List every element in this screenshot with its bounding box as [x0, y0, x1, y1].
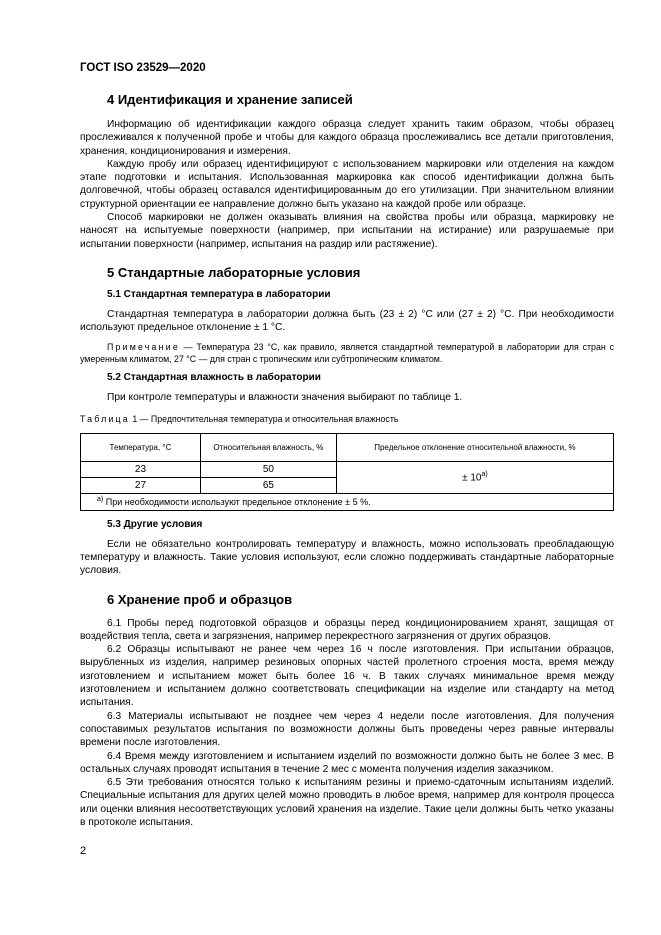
cell-deviation [336, 461, 613, 493]
section-6-title: 6 Хранение проб и образцов [107, 591, 293, 607]
s6-paragraph-5: 6.5 Эти требования относятся только к испытаниям резины и приемо-сдаточным испытаниям изделий. Специальные испытания для других целей можно проводить в любое время, например для контроля процесса или оценки влияния несоответствующих условий хранения на изделие. Такие цели должны быть четко указаны в протоколе испытания. [80, 777, 614, 829]
note-label: Примечание [107, 341, 180, 352]
table-row [81, 461, 614, 477]
cell-humidity: 50 [200, 461, 336, 477]
deviation-footnote-mark: а) [481, 471, 488, 478]
table-1 [80, 433, 614, 511]
s4-paragraph-1: Информацию об идентификации каждого образца следует хранить таким образом, чтобы образец прослеживался к полученной пробе и чтобы для каждого образца прослеживались все детали приготовления, хранения, кондиционирования и измерения. [80, 119, 614, 157]
s6-paragraph-4: 6.4 Время между изготовлением и испытанием изделий по возможности должно быть не более 3 мес. В остальных случаях проводят испытания в течение 2 мес с момента получения изделия заказчиком. [80, 750, 614, 775]
s6-paragraph-3: 6.3 Материалы испытывают не позднее чем через 4 недели после изготовления. Для получения сопоставимых результатов испытания по возможности должны быть проведены через равные интервалы времени после изготовления. [80, 710, 614, 749]
s6-paragraph-1: 6.1 Пробы перед подготовкой образцов и образцы перед кондиционированием хранят, защищая от воздействия тепла, света и загрязнения, например перекрестного загрязнения от других образцов. [80, 617, 614, 642]
page-number: 2 [80, 845, 87, 857]
section-5-title: 5 Стандартные лабораторные условия [107, 264, 361, 280]
s6-paragraph-2: 6.2 Образцы испытывают не ранее чем через 16 ч после изготовления. При испытании образцов, вырубленных из изделия, например резиновых опорных частей пролетного строения моста, время между изготовлением и испытанием может быть более 16 ч. В таких случаях минимальное время между изготовлением и испытанием должно соответствовать спецификации на изделие или стандарту на метод испытания. [80, 644, 614, 709]
s5-3-paragraph: Если не обязательно контролировать температуру и влажность, можно использовать преобладающую температуру и влажность. Такие условия используют, если сложно поддерживать стандартные лабораторные условия. [80, 538, 614, 577]
document-header: ГОСТ ISO 23529—2020 [80, 62, 206, 74]
s4-paragraph-3: Способ маркировки не должен оказывать влияния на свойства пробы или образца, маркировку не наносят на испытуемые поверхности (например, при испытании на истирание) или разрушаемые при испытании поверхности (например, испытания на раздир или растяжение). [80, 212, 614, 250]
cell-temperature: 23 [81, 461, 201, 477]
table-footnote [81, 493, 614, 510]
table-caption-label: Таблица [80, 413, 130, 424]
column-header-temperature: Температура, °С [81, 433, 201, 461]
section-4-title: 4 Идентификация и хранение записей [107, 92, 353, 107]
section-5-1-title: 5.1 Стандартная температура в лаборатории [107, 288, 331, 300]
table-header-row [81, 433, 614, 461]
table-footnote-row [81, 493, 614, 510]
page-content [80, 90, 614, 829]
section-5-3-title: 5.3 Другие условия [107, 518, 203, 530]
table-caption-text: 1 — Предпочтительная температура и относительная влажность [129, 413, 399, 424]
s4-paragraph-2: Каждую пробу или образец идентифицируют с использованием маркировки или отделения на каждом этапе подготовки и испытания. Использованная маркировка как способ идентификации должна быть долговечной, чтобы образец оставался идентифицированным до его утилизации. При значительном влиянии структурной ориентации ее направление должно быть указано на каждой пробе или образце. [80, 158, 614, 210]
deviation-value: ± 10 [462, 472, 482, 484]
column-header-humidity: Относительная влажность, % [200, 433, 336, 461]
cell-humidity: 65 [200, 477, 336, 493]
table-caption [80, 414, 614, 424]
note [80, 341, 614, 366]
cell-temperature: 27 [81, 477, 201, 493]
s5-2-paragraph: При контроле температуры и влажности значения выбирают по таблице 1. [107, 392, 463, 404]
s5-1-paragraph: Стандартная температура в лаборатории должна быть (23 ± 2) °С или (27 ± 2) °С. При необходимости используют предельное отклонение ± 1 °С. [80, 308, 614, 334]
footnote-mark: а) [97, 496, 104, 504]
section-5-2-title: 5.2 Стандартная влажность в лаборатории [107, 372, 321, 384]
footnote-text: При необходимости используют предельное отклонение ± 5 %. [103, 497, 371, 508]
column-header-deviation: Предельное отклонение относительной влажности, % [336, 433, 613, 461]
note-text: — Температура 23 °С, как правило, является стандартной температурой в лаборатории для стран с умеренным климатом, 27 °С — для стран с тропическим или субтропическим климатом. [80, 341, 614, 364]
